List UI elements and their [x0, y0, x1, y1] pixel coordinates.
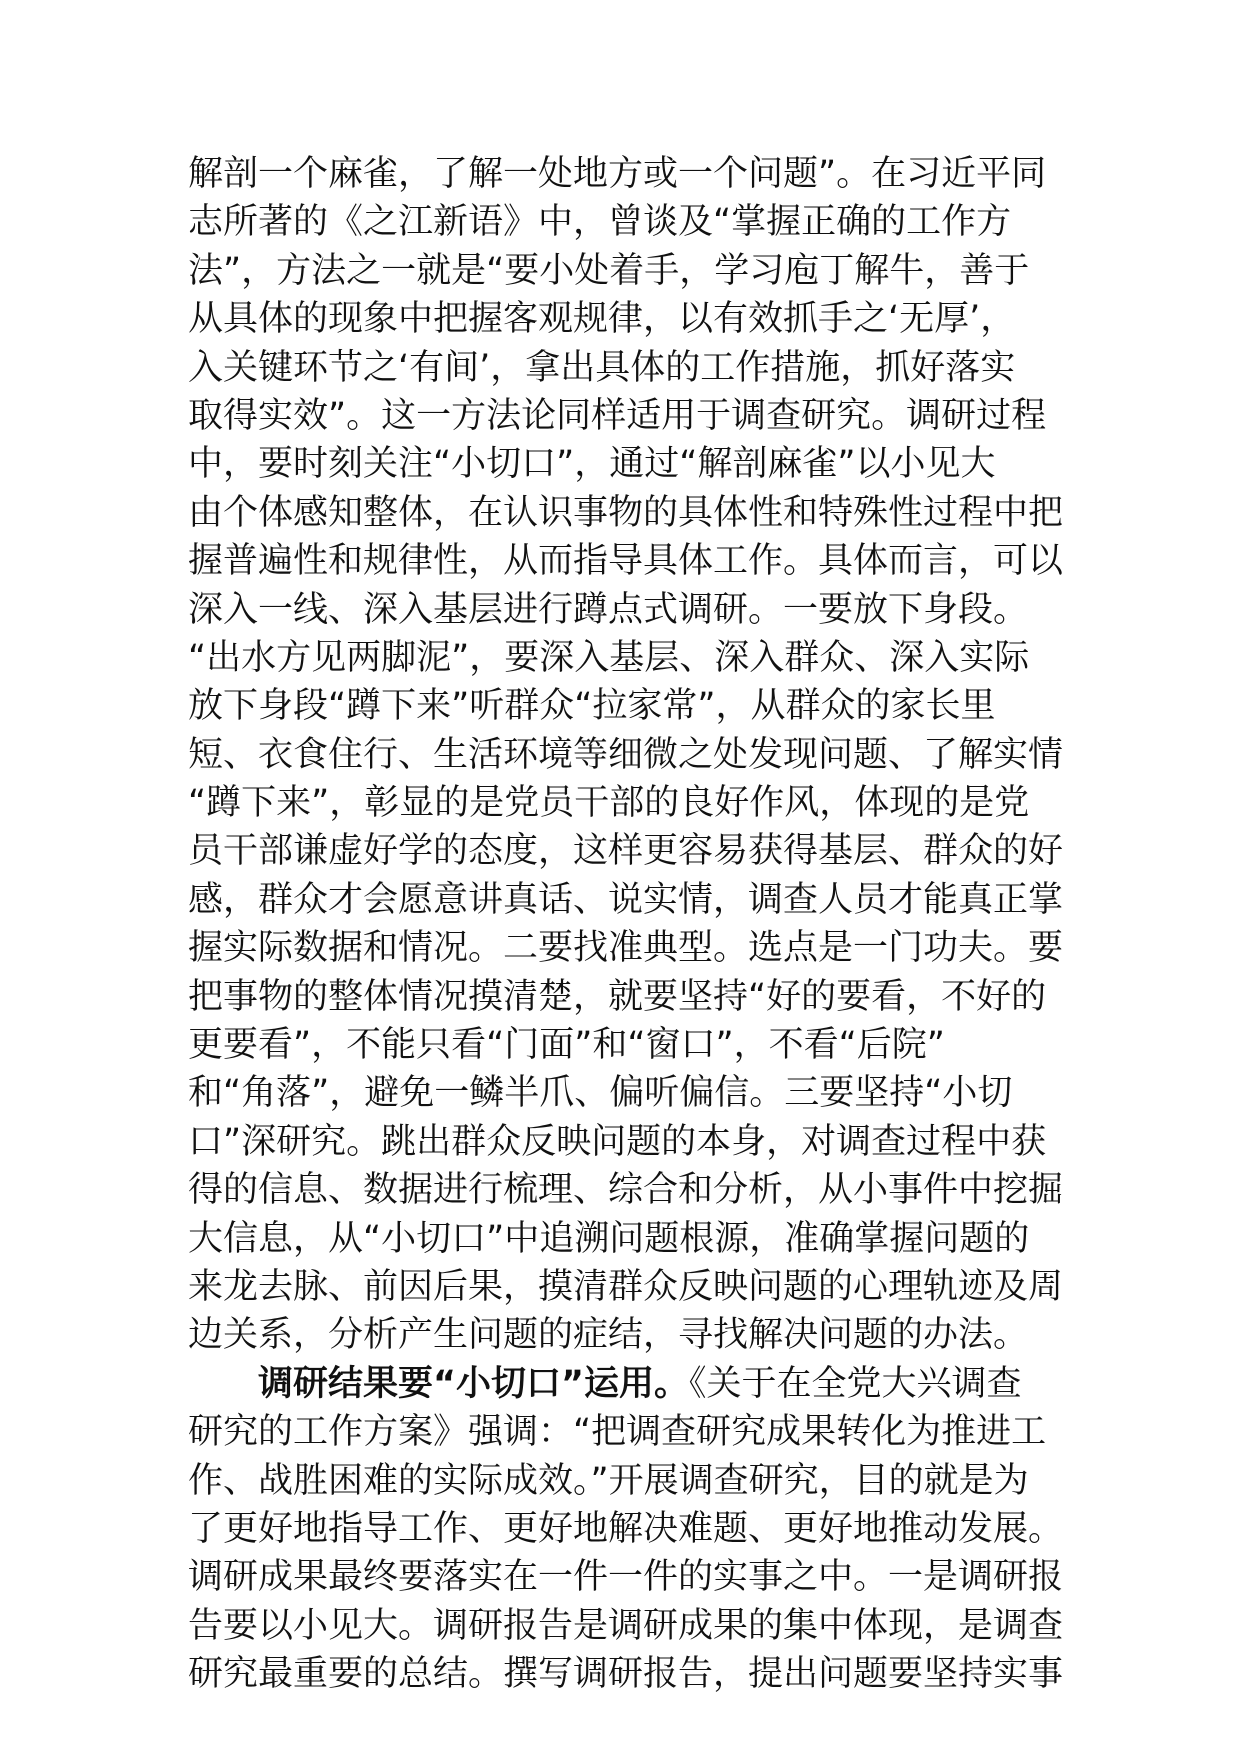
text-line: 握普遍性和规律性，从而指导具体工作。具体而言，可以: [188, 541, 1064, 582]
text-line: 和“角落”，避免一鳞半爪、偏听偏信。三要坚持“小切: [188, 1073, 1013, 1114]
text-line: 解剖一个麻雀，了解一处地方或一个问题”。在习近平同: [188, 154, 1047, 194]
text-line: 作、战胜困难的实际成效。”开展调查研究，目的就是为: [188, 1460, 1029, 1501]
text-line: “出水方见两脚泥”，要深入基层、深入群众、深入实际: [188, 637, 1030, 678]
text-line: 口”深研究。跳出群众反映问题的本身，对调查过程中获: [188, 1121, 1047, 1162]
text-line: 得的信息、数据进行梳理、综合和分析，从小事件中挖掘: [188, 1170, 1064, 1211]
text-line: 法”，方法之一就是“要小处着手，学习庖丁解牛，善于: [188, 250, 1030, 291]
text-line: 了更好地指导工作、更好地解决难题、更好地推动发展。: [188, 1508, 1064, 1549]
text-line: 大信息，从“小切口”中追溯问题根源，准确掌握问题的: [188, 1218, 1030, 1259]
text-line: 研究最重要的总结。撰写调研报告，提出问题要坚持实事: [188, 1654, 1064, 1695]
text-line: 调研成果最终要落实在一件一件的实事之中。一是调研报: [188, 1557, 1064, 1598]
text-line: 从具体的现象中把握客观规律，以有效抓手之‘无厚’，: [188, 299, 1016, 340]
text-line: 更要看”，不能只看“门面”和“窗口”，不看“后院”: [188, 1025, 945, 1066]
text-line: 志所著的《之江新语》中，曾谈及“掌握正确的工作方: [188, 202, 1012, 243]
text-line: 短、衣食住行、生活环境等细微之处发现问题、了解实情: [188, 734, 1064, 775]
text-line: 取得实效”。这一方法论同样适用于调查研究。调研过程: [188, 395, 1047, 436]
text-line: 入关键环节之‘有间’，拿出具体的工作措施，抓好落实: [188, 347, 1016, 388]
text-line: 深入一线、深入基层进行蹲点式调研。一要放下身段。: [188, 589, 1029, 630]
text-line: 边关系，分析产生问题的症结，寻找解决问题的办法。: [188, 1315, 1029, 1356]
text-line: 来龙去脉、前因后果，摸清群众反映问题的心理轨迹及周: [188, 1266, 1064, 1307]
text-line: 放下身段“蹲下来”听群众“拉家常”，从群众的家长里: [188, 686, 996, 727]
text-line: 员干部谦虚好学的态度，这样更容易获得基层、群众的好: [188, 831, 1064, 872]
text-line: 握实际数据和情况。二要找准典型。选点是一门功夫。要: [188, 928, 1064, 969]
text-line: 由个体感知整体，在认识事物的具体性和特殊性过程中把: [188, 492, 1064, 533]
text-line: “蹲下来”，彰显的是党员干部的良好作风，体现的是党: [188, 783, 1030, 824]
paragraph-indent: [188, 1364, 258, 1404]
text-line: 研究的工作方案》强调：“把调查研究成果转化为推进工: [188, 1412, 1047, 1453]
text-line: 把事物的整体情况摸清楚，就要坚持“好的要看，不好的: [188, 976, 1047, 1017]
heading-continuation: 《关于在全党大兴调查: [689, 1363, 1022, 1404]
text-line: 感，群众才会愿意讲真话、说实情，调查人员才能真正掌: [188, 879, 1064, 920]
section-heading: 调研结果要“小切口”运用。: [258, 1363, 690, 1404]
section-heading-line: [188, 1360, 1068, 1408]
text-line: 中，要时刻关注“小切口”，通过“解剖麻雀”以小见大: [188, 444, 996, 485]
text-line: 告要以小见大。调研报告是调研成果的集中体现，是调查: [188, 1605, 1064, 1646]
body-text: [188, 150, 1068, 1699]
